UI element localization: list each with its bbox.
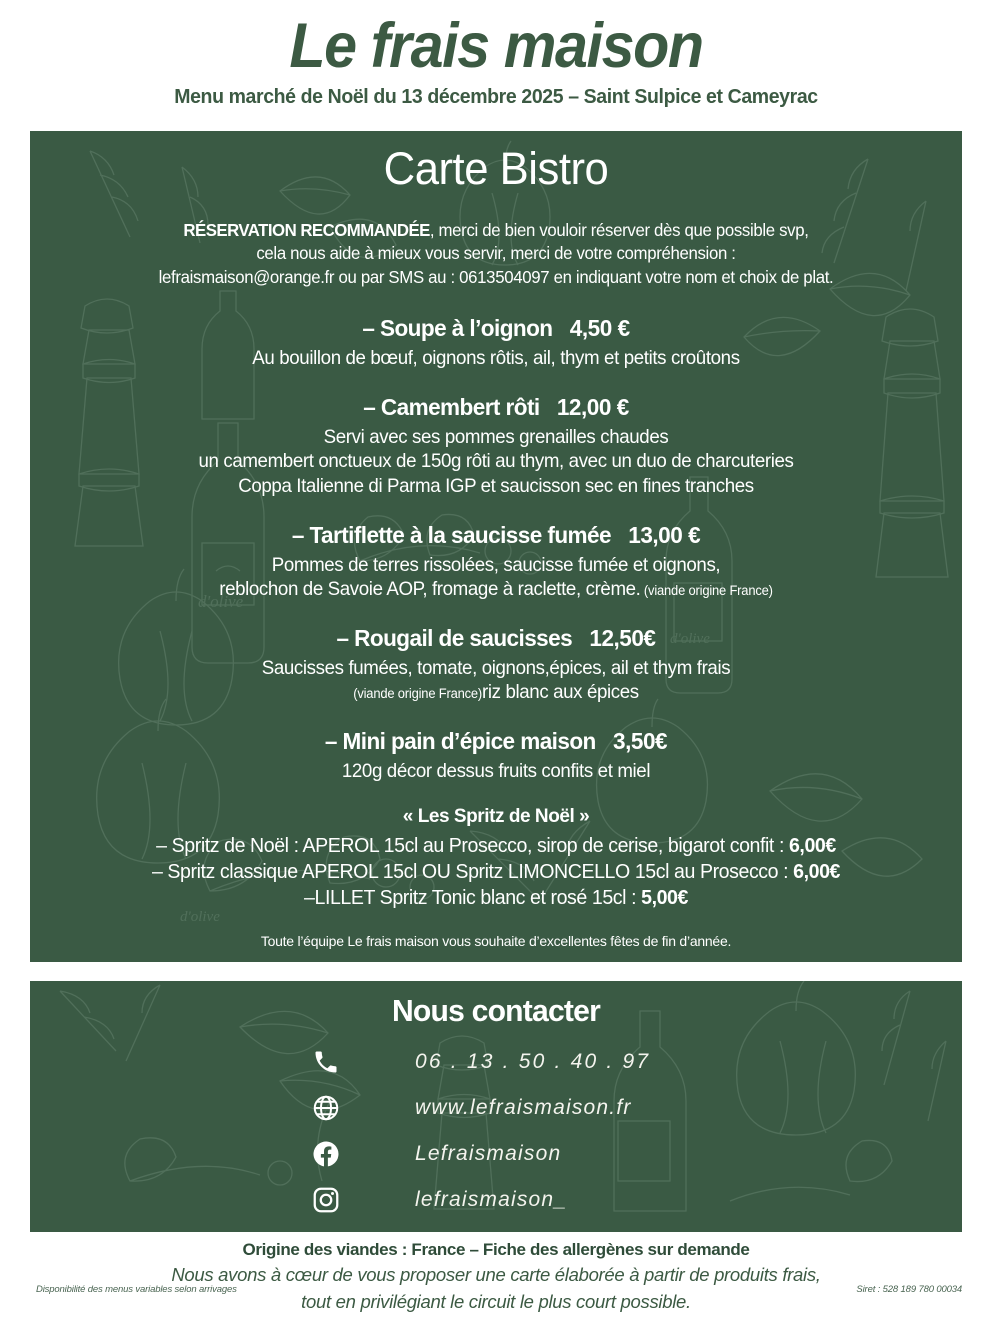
contact-list bbox=[30, 1039, 962, 1223]
menu-item bbox=[30, 522, 962, 602]
menu-item-heading bbox=[49, 315, 944, 342]
reservation-line1-rest: , merci de bien vouloir réserver dès que possible svp, bbox=[429, 220, 809, 240]
menu-item-heading bbox=[49, 522, 944, 549]
spritz-line-price: 5,00€ bbox=[641, 886, 688, 910]
reservation-note bbox=[49, 219, 944, 289]
svg-text:d'olive: d'olive bbox=[180, 909, 220, 925]
origin-note: (viande origine France) bbox=[640, 583, 773, 599]
reservation-line2: cela nous aide à mieux vous servir, merci de votre compréhension : bbox=[256, 243, 736, 264]
phone-icon bbox=[305, 1048, 347, 1076]
menu-item-heading bbox=[49, 394, 944, 421]
menu-item-desc-line: un camembert onctueux de 150g rôti au thym, avec un duo de charcuteries bbox=[198, 450, 794, 473]
menu-item-desc-line: Servi avec ses pommes grenailles chaudes bbox=[323, 425, 669, 448]
siret-number: Siret : 528 189 780 00034 bbox=[856, 1284, 962, 1295]
spritz-line-price: 6,00€ bbox=[793, 860, 841, 884]
menu-item-price: 3,50€ bbox=[613, 727, 668, 754]
carte-title: Carte Bistro bbox=[383, 143, 609, 194]
instagram-icon bbox=[305, 1185, 347, 1215]
spritz-line-text: –LILLET Spritz Tonic blanc et rosé 15cl : bbox=[304, 886, 642, 910]
menu-item bbox=[30, 394, 962, 499]
origin-note: (viande origine France) bbox=[353, 686, 483, 702]
spritz-line bbox=[51, 885, 941, 911]
menu-item-name: – Tartiflette à la saucisse fumée bbox=[291, 521, 611, 548]
menu-item-desc-line: Saucisses fumées, tomate, oignons,épices, ail et thym frais bbox=[261, 656, 731, 679]
contact-panel bbox=[30, 981, 962, 1232]
spritz-section bbox=[30, 806, 962, 911]
contact-row-instagram[interactable] bbox=[305, 1177, 962, 1223]
contact-title: Nous contacter bbox=[391, 993, 601, 1028]
availability-note: Disponibilité des menus variables selon arrivages bbox=[36, 1284, 237, 1295]
contact-row-website[interactable] bbox=[305, 1085, 962, 1131]
reservation-lead: RÉSERVATION RECOMMANDÉE bbox=[183, 220, 430, 240]
menu-item-heading bbox=[49, 625, 944, 652]
footer-statement-line1: Nous avons à cœur de vous proposer une carte élaborée à partir de produits frais, bbox=[171, 1264, 821, 1285]
spritz-title: « Les Spritz de Noël » bbox=[402, 806, 590, 828]
menu-item-desc-line: Coppa Italienne di Parma IGP et saucisson sec en fines tranches bbox=[238, 475, 754, 497]
menu-item-name: – Mini pain d’épice maison bbox=[324, 727, 596, 754]
spritz-line bbox=[51, 833, 941, 859]
spritz-line bbox=[51, 859, 941, 885]
menu-item-desc-line bbox=[49, 577, 944, 602]
facebook-handle: Lefraismaison bbox=[415, 1142, 562, 1165]
poster-header bbox=[0, 0, 992, 109]
season-greeting: Toute l’équipe Le frais maison vous souhaite d’excellentes fêtes de fin d’année. bbox=[260, 933, 732, 950]
menu-item-price: 13,00 € bbox=[628, 521, 701, 548]
svg-text:d'olive: d'olive bbox=[670, 631, 710, 647]
menu-item-name: – Rougail de saucisses bbox=[336, 624, 573, 651]
phone-number: 06 . 13 . 50 . 40 . 97 bbox=[415, 1050, 651, 1073]
menu-item-name: – Soupe à l’oignon bbox=[362, 315, 553, 342]
facebook-icon bbox=[305, 1139, 347, 1169]
menu-item-desc-text: riz blanc aux épices bbox=[482, 681, 639, 704]
menu-item-desc-line: Au bouillon de bœuf, oignons rôtis, ail, thym et petits croûtons bbox=[252, 347, 740, 370]
menu-item-desc-text: reblochon de Savoie AOP, fromage à raclette, crème. bbox=[219, 578, 641, 601]
brand-subtitle: Menu marché de Noël du 13 décembre 2025 – Saint Sulpice et Cameyrac bbox=[174, 85, 818, 109]
menu-items bbox=[30, 315, 962, 783]
menu-item bbox=[30, 625, 962, 705]
footer-statement-line2: tout en privilégiant le circuit le plus court possible. bbox=[301, 1291, 691, 1313]
contact-row-phone[interactable] bbox=[305, 1039, 962, 1085]
spritz-line-text: – Spritz classique APEROL 15cl OU Spritz LIMONCELLO 15cl au Prosecco : bbox=[151, 860, 794, 884]
menu-item-desc-line: 120g décor dessus fruits confits et miel bbox=[341, 759, 651, 782]
svg-text:d'olive: d'olive bbox=[198, 592, 244, 611]
spritz-line-text: – Spritz de Noël : APEROL 15cl au Prosecco, sirop de cerise, bigarot confit : bbox=[156, 834, 789, 858]
menu-panel bbox=[30, 131, 962, 962]
menu-item-name: – Camembert rôti bbox=[363, 393, 540, 420]
origin-allergens-note: Origine des viandes : France – Fiche des allergènes sur demande bbox=[242, 1240, 750, 1259]
menu-item-desc-line: Pommes de terres rissolées, saucisse fumée et oignons, bbox=[271, 553, 721, 576]
reservation-line3: lefraismaison@orange.fr ou par SMS au : 0613504097 en indiquant votre nom et choix de plat. bbox=[158, 266, 834, 287]
globe-icon bbox=[305, 1093, 347, 1123]
spritz-line-price: 6,00€ bbox=[788, 834, 836, 858]
menu-item-price: 12,50€ bbox=[589, 624, 656, 651]
instagram-handle: lefraismaison_ bbox=[415, 1188, 568, 1211]
website-url: www.lefraismaison.fr bbox=[415, 1096, 632, 1119]
menu-item bbox=[30, 728, 962, 784]
menu-item-heading bbox=[49, 728, 944, 755]
menu-item-price: 4,50 € bbox=[569, 315, 630, 342]
contact-row-facebook[interactable] bbox=[305, 1131, 962, 1177]
menu-item-price: 12,00 € bbox=[556, 393, 629, 420]
brand-title: Le frais maison bbox=[289, 11, 703, 81]
menu-item bbox=[30, 315, 962, 371]
menu-item-desc-line bbox=[49, 680, 944, 705]
poster-footer bbox=[0, 1240, 992, 1315]
